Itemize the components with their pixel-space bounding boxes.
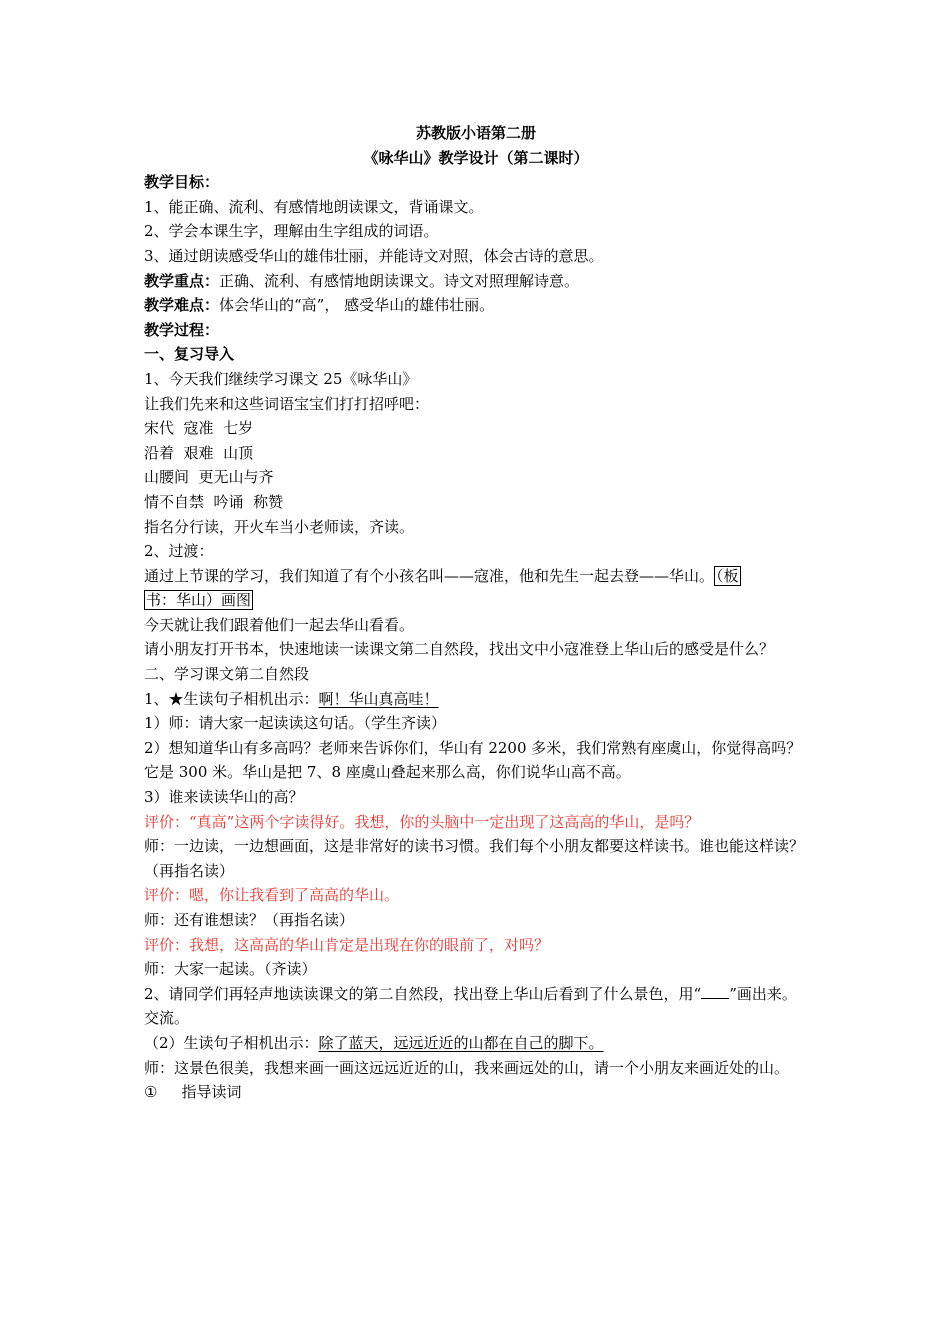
section-1-heading: 一、复习导入 [144, 345, 235, 364]
section-2-line-8-suffix: ”画出来。 [729, 984, 797, 1003]
section-2-line-12-text: 指导读词 [181, 1083, 242, 1102]
section-1-line-3: 指名分行读，开火车当小老师读，齐读。 [144, 517, 415, 536]
section-1-line-2: 让我们先来和这些词语宝宝们打打招呼吧： [144, 394, 430, 413]
section-2-line-12 [144, 1080, 808, 1105]
highlight-sentence-1: 啊！华山真高哇！ [318, 689, 439, 708]
key-point-line [144, 269, 808, 294]
transition-text: 通过上节课的学习，我们知道了有个小孩名叫——寇准，他和先生一起去登——华山。 [144, 566, 715, 585]
board-note-box-1: （板 [716, 566, 739, 585]
section-2-line-8-prefix: 2、请同学们再轻声地读读课文的第二自然段，找出登上华山后看到了什么景色，用“ [144, 984, 702, 1003]
goals-heading: 教学目标： [144, 173, 220, 192]
section-2-line-6: 师：还有谁想读？（再指名读） [144, 911, 355, 929]
section-2-line-4: 3）谁来读读华山的高？ [144, 788, 304, 807]
section-2-line-5: 师：一边读，一边想画面，这是非常好的读书习惯。我们每个小朋友都要这样读书。谁也能这样读？（再指名读） [144, 837, 805, 880]
document-title-line1: 苏教版小语第二册 [415, 124, 536, 142]
evaluation-3: 评价：我想，这高高的华山肯定是出现在你的眼前了，对吗？ [144, 935, 550, 954]
circled-number-1: ① [144, 1083, 158, 1102]
section-2-line-9: 交流。 [144, 1009, 190, 1028]
section-2-line-10 [144, 1031, 808, 1056]
goal-1: 1、能正确、流利、有感情地朗读课文，背诵课文。 [144, 197, 484, 216]
section-2-line-3: 2）想知道华山有多高吗？老师来告诉你们，华山有 2200 多米，我们常熟有座虞山，你觉得高吗？它是 300 米。华山是把 7、8 座虞山叠起来那么高，你们说华山高不高。 [144, 738, 802, 782]
goal-2: 2、学会本课生字，理解由生字组成的词语。 [144, 222, 439, 241]
evaluation-2: 评价：嗯，你让我看到了高高的华山。 [144, 886, 400, 905]
document-title-line2: 《咏华山》教学设计（第二课时） [363, 148, 589, 167]
section-2-line-7: 师：大家一起读。（齐读） [144, 960, 317, 979]
underline-blank [701, 984, 729, 999]
key-point-label: 教学重点： [144, 271, 220, 290]
word-group-3: 山腰间 更无山与齐 [144, 468, 274, 487]
section-1-line-4: 2、过渡： [144, 542, 214, 561]
difficulty-line [144, 293, 808, 318]
process-heading: 教学过程： [144, 320, 220, 339]
section-2-line-8 [144, 982, 808, 1007]
section-2-line-1-prefix: 1、★生读句子相机出示： [144, 689, 319, 708]
section-1-line-6: 请小朋友打开书本，快速地读一读课文第二自然段，找出文中小寇准登上华山后的感受是什么？ [144, 640, 775, 659]
key-point-text: 正确、流利、有感情地朗读课文。诗文对照理解诗意。 [219, 271, 580, 290]
word-group-4: 情不自禁 吟诵 称赞 [144, 492, 284, 511]
section-2-line-10-prefix: （2）生读句子相机出示： [144, 1033, 319, 1052]
goal-3: 3、通过朗读感受华山的雄伟壮丽，并能诗文对照，体会古诗的意思。 [144, 246, 604, 265]
document-page [144, 121, 808, 1105]
evaluation-1: 评价：“真高”这两个字读得好。我想，你的头脑中一定出现了这高高的华山，是吗？ [144, 812, 700, 831]
section-2-heading: 二、学习课文第二自然段 [144, 665, 310, 684]
difficulty-text: 体会华山的“高”， 感受华山的雄伟壮丽。 [219, 296, 495, 315]
section-1-line-5: 今天就让我们跟着他们一起去华山看看。 [144, 615, 415, 634]
highlight-sentence-2: 除了蓝天，远远近近的山都在自己的脚下。 [318, 1033, 604, 1052]
difficulty-label: 教学难点： [144, 296, 220, 315]
word-group-1: 宋代 寇准 七岁 [144, 419, 254, 438]
word-group-2: 沿着 艰难 山顶 [144, 443, 254, 462]
section-2-line-2: 1）师：请大家一起读读这句话。（学生齐读） [144, 714, 447, 733]
section-2-line-1 [144, 687, 808, 712]
section-2-line-11: 师：这景色很美，我想来画一画这远远近近的山，我来画远处的山，请一个小朋友来画近处的山。 [144, 1058, 790, 1077]
section-1-line-1: 1、今天我们继续学习课文 25《咏华山》 [144, 369, 418, 388]
board-note-box-2: 书：华山）画图 [146, 591, 252, 610]
transition-paragraph [144, 564, 808, 613]
